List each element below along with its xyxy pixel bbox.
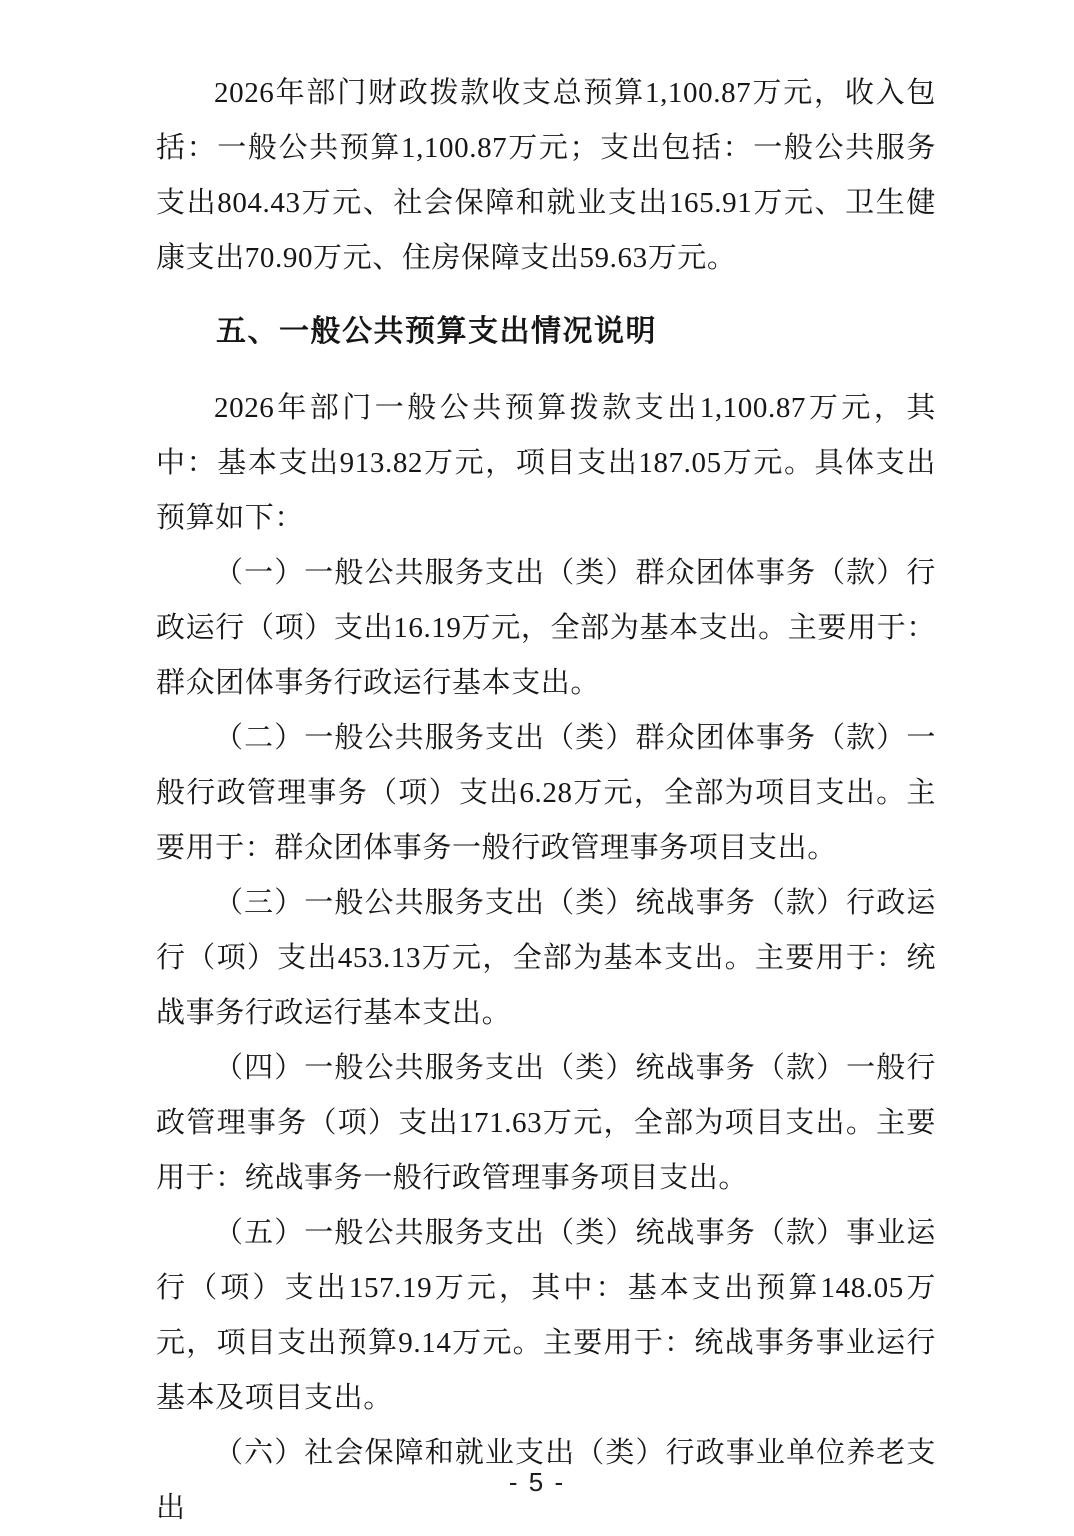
page-number: - 5 - [508,1467,566,1497]
section-lead-paragraph: 2026年部门一般公共预算拨款支出1,100.87万元，其中：基本支出913.82万元，项目支出187.05万元。具体支出预算如下： [156,392,936,534]
expense-item-4: （四）一般公共服务支出（类）统战事务（款）一般行政管理事务（项）支出171.63万元，全部为项目支出。主要用于：统战事务一般行政管理事务项目支出。 [156,1052,936,1194]
expense-item-2: （二）一般公共服务支出（类）群众团体事务（款）一般行政管理事务（项）支出6.28万元，全部为项目支出。主要用于：群众团体事务一般行政管理事务项目支出。 [156,722,936,864]
expense-item-5: （五）一般公共服务支出（类）统战事务（款）事业运行（项）支出157.19万元，其中：基本支出预算148.05万元，项目支出预算9.14万元。主要用于：统战事务事业运行基本及项目支出。 [156,1217,936,1414]
expense-item-6: （六）社会保障和就业支出（类）行政事业单位养老支出 [156,1437,936,1524]
expense-item-3: （三）一般公共服务支出（类）统战事务（款）行政运行（项）支出453.13万元，全部为基本支出。主要用于：统战事务行政运行基本支出。 [156,887,936,1029]
fiscal-appropriation-summary-paragraph: 2026年部门财政拨款收支总预算1,100.87万元，收入包括：一般公共预算1,100.87万元；支出包括：一般公共服务支出804.43万元、社会保障和就业支出165.91万元、卫生健康支出70.90万元、住房保障支出59.63万元。 [156,77,936,274]
expense-item-1: （一）一般公共服务支出（类）群众团体事务（款）行政运行（项）支出16.19万元，全部为基本支出。主要用于：群众团体事务行政运行基本支出。 [156,557,936,699]
section-heading: 五、一般公共预算支出情况说明 [216,315,657,348]
